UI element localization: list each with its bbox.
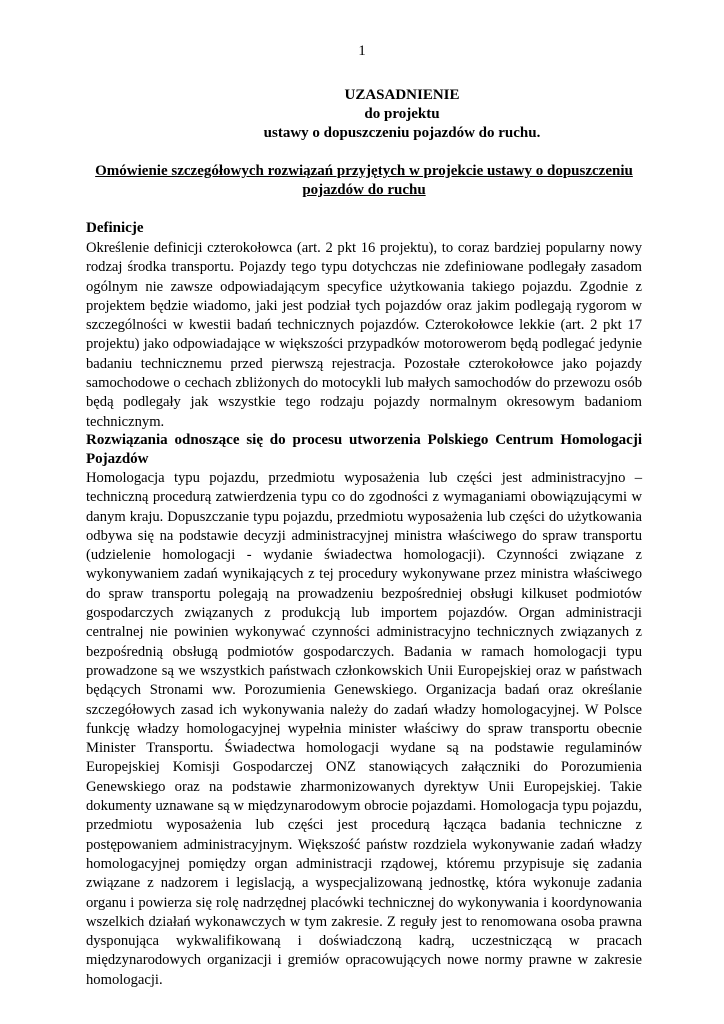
document-subtitle: Omówienie szczegółowych rozwiązań przyjętych w projekcie ustawy o dopuszczeniu pojazdów do ruchu — [95, 163, 633, 198]
section-body-definicje: Określenie definicji czterokołowca (art. 2 pkt 16 projektu), to coraz bardziej popularny nowy rodzaj środka transportu. Pojazdy tego typu dotychczas nie zdefiniowane podlegały zasadom ogólnym nie zawsze odpowiadającym specyfice użytkowania takiego pojazdu. Zgodnie z projektem będzie wiadomo, jaki jest podział tych pojazdów oraz jakim podlegają rygorom w szczególności w kwestii badań technicznych pojazdów. Czterokołowce lekkie (art. 2 pkt 17 projektu) jako odpowiadające w większości przypadków motorowerom będą podlegać jedynie badaniu technicznemu przed pierwszą rejestracja. Pozostałe czterokołowce jako pojazdy samochodowe o cechach zbliżonych do motocykli lub małych samochodów do przewozu osób będą podlegały jak wszystkie tego rodzaju pojazdy normalnym okresowym badaniom technicznym. — [86, 240, 642, 430]
document-title — [0, 86, 724, 143]
title-line-2: do projektu — [364, 106, 440, 122]
section-body-homologacja: Homologacja typu pojazdu, przedmiotu wyposażenia lub części jest administracyjno – techniczną procedurą zatwierdzenia typu co do zgodności z wymaganiami obowiązującymi w danym kraju. Dopuszczanie typu pojazdu, przedmiotu wyposażenia lub części do użytkowania odbywa się na podstawie decyzji administracyjnej ministra właściwego do spraw transportu (udzielenie homologacji - wydanie świadectwa homologacji). Czynności związane z wykonywaniem zadań wynikających z tej procedury wykonywane przez ministra właściwego do spraw transportu polegają na prowadzeniu bezpośredniej obsługi kilkuset podmiotów gospodarczych związanych z produkcją lub importem pojazdów. Organ administracji centralnej nie powinien wykonywać czynności administracyjno technicznych związanych z bezpośrednią obsługą podmiotów gospodarczych. Badania w ramach homologacji typu prowadzone są we wszystkich państwach członkowskich Unii Europejskiej oraz w państwach będących Stronami ww. Porozumienia Genewskiego. Organizacja badań oraz określanie szczegółowych zasad ich wykonywania należy do zadań władzy homologacyjnej. W Polsce funkcję władzy homologacyjnej wypełnia minister właściwy do spraw transportu obecnie Minister Transportu. Świadectwa homologacji wydane są na podstawie regulaminów Europejskiej Komisji Gospodarczej ONZ stanowiących załączniki do Porozumienia Genewskiego oraz na podstawie zharmonizowanych dyrektyw Unii Europejskiej. Takie dokumenty uznawane są w międzynarodowym obrocie pojazdami. Homologacja typu pojazdu, przedmiotu wyposażenia lub części jest procedurą łącząca badania techniczne z postępowaniem administracyjnym. Większość państw rozdziela wykonywanie zadań władzy homologacyjnej pomiędzy organ administracji rządowej, któremu przypisuje się zadania związane z nadzorem i legislacją, a wyspecjalizowaną jednostkę, która wykonuje zadania organu i powierza się rolę nadrzędnej placówki technicznej do wykonywania i koordynowania wszelkich działań wykonawczych w tym zakresie. Z reguły jest to renomowana osoba prawna dysponująca wykwalifikowaną i doświadczoną kadrą, uczestniczącą w pracach międzynarodowych organizacji i gremiów opracowujących nowe normy prawne w zakresie homologacji. — [86, 470, 642, 988]
section-heading-definicje: Definicje — [86, 220, 144, 236]
title-line-1: UZASADNIENIE — [344, 87, 460, 103]
title-line-3: ustawy o dopuszczeniu pojazdów do ruchu. — [263, 125, 541, 141]
page-number: 1 — [358, 43, 366, 59]
section-heading-homologacja: Rozwiązania odnoszące się do procesu utworzenia Polskiego Centrum Homologacji Pojazdów — [86, 432, 642, 467]
